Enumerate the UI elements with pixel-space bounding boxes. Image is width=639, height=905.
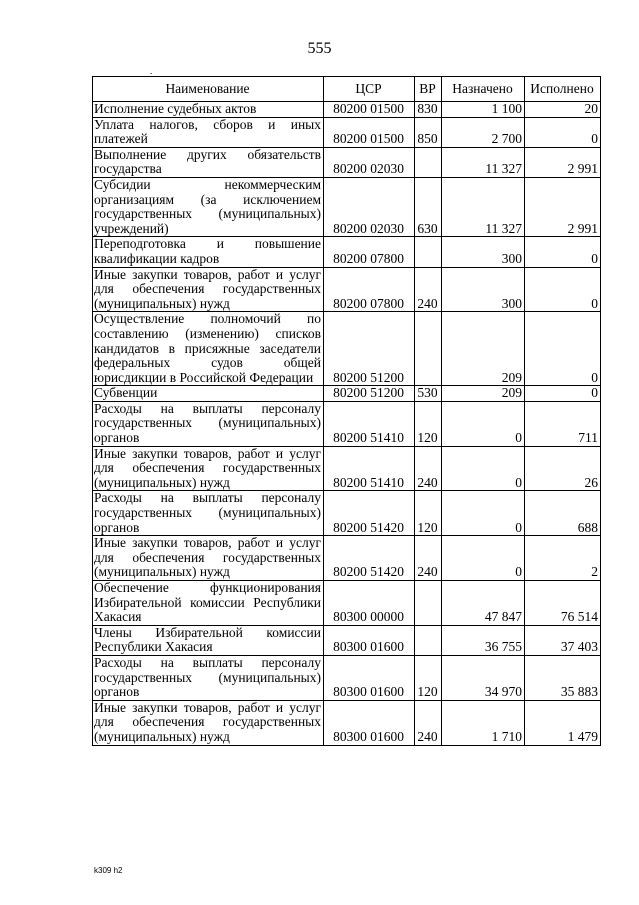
- row-assigned: 300: [442, 237, 525, 267]
- table-row: [93, 312, 601, 386]
- row-name: Исполнение судебных актов: [93, 102, 324, 118]
- table-row: [93, 536, 601, 581]
- row-vr: 830: [415, 102, 442, 118]
- row-executed: 20: [525, 102, 601, 118]
- row-assigned: 47 847: [442, 581, 525, 626]
- row-assigned: 11 327: [442, 177, 525, 236]
- table-row: [93, 267, 601, 312]
- row-executed: 2 991: [525, 177, 601, 236]
- row-executed: 1 479: [525, 700, 601, 745]
- row-csr: 80200 01500: [324, 117, 415, 147]
- table-row: [93, 625, 601, 655]
- row-assigned: 0: [442, 536, 525, 581]
- row-name: Иные закупки товаров, работ и услуг для обеспечения государственных (муниципальных) нужд: [93, 700, 324, 745]
- table-row: [93, 102, 601, 118]
- row-vr: 850: [415, 117, 442, 147]
- header-name: Наименование: [93, 77, 324, 102]
- row-csr: 80200 51420: [324, 491, 415, 536]
- row-assigned: 2 700: [442, 117, 525, 147]
- row-executed: 688: [525, 491, 601, 536]
- row-assigned: 209: [442, 386, 525, 402]
- row-executed: 2: [525, 536, 601, 581]
- row-csr: 80300 01600: [324, 625, 415, 655]
- row-vr: [415, 147, 442, 177]
- row-name: Иные закупки товаров, работ и услуг для обеспечения государственных (муниципальных) нужд: [93, 446, 324, 491]
- table-row: [93, 117, 601, 147]
- row-executed: 0: [525, 237, 601, 267]
- row-assigned: 11 327: [442, 147, 525, 177]
- row-assigned: 1 710: [442, 700, 525, 745]
- row-csr: 80300 01600: [324, 700, 415, 745]
- row-vr: [415, 625, 442, 655]
- header-assigned: Назначено: [442, 77, 525, 102]
- row-vr: 240: [415, 536, 442, 581]
- row-name: Расходы на выплаты персоналу государственных (муниципальных) органов: [93, 655, 324, 700]
- row-vr: 630: [415, 177, 442, 236]
- row-csr: 80200 02030: [324, 147, 415, 177]
- row-executed: 0: [525, 386, 601, 402]
- table-row: [93, 491, 601, 536]
- row-assigned: 209: [442, 312, 525, 386]
- row-csr: 80200 01500: [324, 102, 415, 118]
- table-row: [93, 237, 601, 267]
- row-csr: 80200 07800: [324, 267, 415, 312]
- footer-code: k309 h2: [94, 866, 123, 875]
- row-name: Расходы на выплаты персоналу государственных (муниципальных) органов: [93, 491, 324, 536]
- row-assigned: 300: [442, 267, 525, 312]
- header-csr: ЦСР: [324, 77, 415, 102]
- row-assigned: 0: [442, 491, 525, 536]
- row-assigned: 36 755: [442, 625, 525, 655]
- row-name: Осуществление полномочий по составлению (изменению) списков кандидатов в присяжные заседатели федеральных судов общей юрисдикции в Российской Федерации: [93, 312, 324, 386]
- header-executed: Исполнено: [525, 77, 601, 102]
- row-name: Субсидии некоммерческим организациям (за исключением государственных (муниципальных) учреждений): [93, 177, 324, 236]
- row-name: Уплата налогов, сборов и иных платежей: [93, 117, 324, 147]
- row-vr: [415, 581, 442, 626]
- row-executed: 0: [525, 312, 601, 386]
- row-vr: 240: [415, 446, 442, 491]
- row-assigned: 34 970: [442, 655, 525, 700]
- row-name: Члены Избирательной комиссии Республики Хакасия: [93, 625, 324, 655]
- row-name: Субвенции: [93, 386, 324, 402]
- row-executed: 0: [525, 267, 601, 312]
- row-name: Иные закупки товаров, работ и услуг для обеспечения государственных (муниципальных) нужд: [93, 536, 324, 581]
- row-csr: 80200 51200: [324, 386, 415, 402]
- table-row: [93, 386, 601, 402]
- row-csr: 80200 02030: [324, 177, 415, 236]
- row-name: Иные закупки товаров, работ и услуг для обеспечения государственных (муниципальных) нужд: [93, 267, 324, 312]
- row-csr: 80300 01600: [324, 655, 415, 700]
- row-executed: 26: [525, 446, 601, 491]
- row-csr: 80200 51410: [324, 446, 415, 491]
- page-number: 555: [307, 40, 332, 57]
- row-vr: 120: [415, 401, 442, 446]
- row-csr: 80200 07800: [324, 237, 415, 267]
- row-executed: 2 991: [525, 147, 601, 177]
- table-row: [93, 177, 601, 236]
- table-row: [93, 147, 601, 177]
- row-assigned: 1 100: [442, 102, 525, 118]
- row-vr: 120: [415, 655, 442, 700]
- row-csr: 80200 51410: [324, 401, 415, 446]
- table-body: [93, 102, 601, 746]
- table-row: [93, 581, 601, 626]
- row-executed: 0: [525, 117, 601, 147]
- table-row: [93, 446, 601, 491]
- row-name: Расходы на выплаты персоналу государственных (муниципальных) органов: [93, 401, 324, 446]
- row-executed: 37 403: [525, 625, 601, 655]
- table-header-row: [93, 77, 601, 102]
- row-vr: 120: [415, 491, 442, 536]
- row-executed: 35 883: [525, 655, 601, 700]
- table-row: [93, 655, 601, 700]
- header-vr: ВР: [415, 77, 442, 102]
- row-vr: 240: [415, 700, 442, 745]
- table-row: [93, 401, 601, 446]
- row-executed: 76 514: [525, 581, 601, 626]
- budget-table: [92, 76, 601, 746]
- row-vr: [415, 312, 442, 386]
- table-row: [93, 700, 601, 745]
- row-executed: 711: [525, 401, 601, 446]
- row-assigned: 0: [442, 446, 525, 491]
- row-vr: 530: [415, 386, 442, 402]
- row-vr: [415, 237, 442, 267]
- row-assigned: 0: [442, 401, 525, 446]
- row-name: Обеспечение функционирования Избирательной комиссии Республики Хакасия: [93, 581, 324, 626]
- row-csr: 80300 00000: [324, 581, 415, 626]
- row-csr: 80200 51420: [324, 536, 415, 581]
- row-name: Выполнение других обязательств государства: [93, 147, 324, 177]
- row-name: Переподготовка и повышение квалификации кадров: [93, 237, 324, 267]
- row-vr: 240: [415, 267, 442, 312]
- scan-mark: .: [150, 66, 153, 76]
- row-csr: 80200 51200: [324, 312, 415, 386]
